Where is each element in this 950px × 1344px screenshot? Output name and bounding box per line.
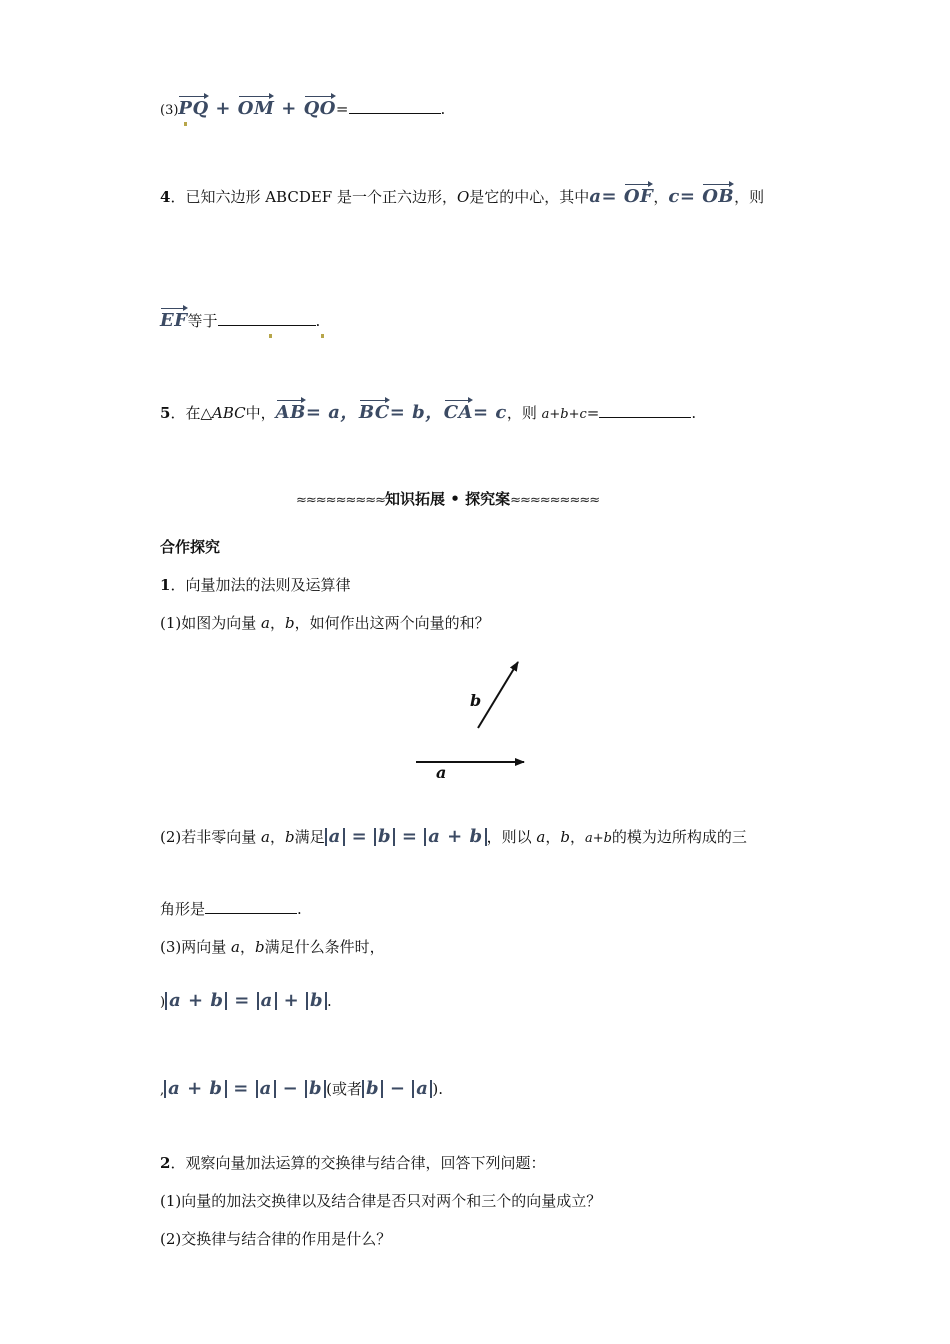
var-b: b bbox=[285, 828, 295, 846]
period: . bbox=[691, 404, 697, 422]
formula-sum-magnitudes bbox=[165, 990, 327, 1011]
formula-diff-magnitudes bbox=[164, 1078, 326, 1099]
center-o: O bbox=[456, 188, 470, 206]
item-2-question-2: (2)交换律与结合律的作用是什么？ bbox=[160, 1230, 392, 1248]
vector-ef-wrap bbox=[160, 310, 188, 331]
minus-sign: − bbox=[282, 1078, 299, 1099]
vector-ob: OB bbox=[702, 186, 735, 207]
period: . bbox=[297, 900, 302, 918]
var-a-plus-b: a+b bbox=[584, 831, 612, 846]
condition-formula-2 bbox=[160, 1078, 443, 1099]
item-1-question-2-line-2 bbox=[160, 898, 302, 919]
question-text: 满足 bbox=[294, 828, 325, 846]
var-a: a bbox=[261, 614, 270, 632]
closing-text: ). bbox=[432, 1080, 443, 1098]
var-a: a bbox=[589, 186, 602, 207]
minus-sign: − bbox=[389, 1078, 406, 1099]
item-2-number: 2 bbox=[160, 1154, 171, 1172]
question-5-line bbox=[160, 398, 696, 424]
item-1-heading bbox=[160, 574, 350, 595]
item-1-question-1 bbox=[160, 612, 490, 633]
question-text: 的模为边所构成的三 bbox=[611, 828, 747, 846]
question-4-line-1 bbox=[160, 184, 764, 207]
formula-a-of bbox=[589, 186, 653, 207]
question-text: 角形是 bbox=[160, 900, 206, 918]
question-5-text: ．在△ bbox=[170, 404, 212, 422]
var-b: b bbox=[255, 938, 265, 956]
var-a: a bbox=[536, 828, 546, 846]
magnitude-a-plus-b: a + b bbox=[424, 828, 486, 846]
vector-b-arrow bbox=[478, 662, 518, 728]
section-heading bbox=[296, 488, 599, 509]
separator: ， bbox=[269, 828, 285, 846]
var-c: c bbox=[668, 186, 680, 207]
magnitude-a-plus-b: a + b bbox=[164, 1080, 226, 1098]
decorative-waves-right: ≈≈≈≈≈≈≈≈≈ bbox=[510, 493, 600, 508]
question-text: (2)若非零向量 bbox=[160, 828, 262, 846]
magnitude-b: b bbox=[305, 1080, 326, 1098]
separator: ， bbox=[545, 828, 561, 846]
answer-blank[interactable] bbox=[599, 403, 691, 418]
question-4-text: ．已知六边形 ABCDEF 是一个正六边形， bbox=[170, 188, 457, 206]
vector-of: OF bbox=[623, 186, 654, 207]
magnitude-b: b bbox=[362, 1080, 383, 1098]
var-b: b bbox=[412, 402, 426, 423]
magnitude-b: b bbox=[306, 992, 327, 1010]
question-5-number: 5 bbox=[160, 404, 171, 422]
question-5-text: 中， bbox=[245, 404, 276, 422]
equals-sign: = bbox=[233, 1078, 249, 1099]
item-1-number: 1 bbox=[160, 576, 171, 594]
magnitude-a: a bbox=[325, 828, 345, 846]
annotation-mark bbox=[184, 122, 187, 126]
plus-sign: + bbox=[283, 990, 300, 1011]
equal-to-text: 等于 bbox=[187, 312, 218, 330]
vector-pq: PQ bbox=[178, 98, 209, 119]
separator: ， bbox=[340, 402, 359, 423]
then-text: ，则 bbox=[506, 404, 542, 422]
vector-qo: QO bbox=[303, 98, 336, 119]
section-title: 知识拓展 • 探究案 bbox=[385, 490, 511, 508]
separator: ， bbox=[653, 188, 669, 206]
question-4-number: 4 bbox=[160, 188, 171, 206]
formula-alt bbox=[362, 1078, 432, 1099]
question-text: 满足什么条件时， bbox=[264, 938, 385, 956]
magnitude-b: b bbox=[374, 828, 395, 846]
answer-blank[interactable] bbox=[349, 99, 441, 114]
vector-ab: AB bbox=[275, 402, 306, 423]
answer-blank[interactable] bbox=[218, 311, 316, 326]
vector-ca: CA bbox=[443, 402, 473, 423]
vector-a-label: a bbox=[436, 763, 447, 782]
period: . bbox=[327, 992, 332, 1010]
question-text: ，如何作出这两个向量的和？ bbox=[294, 614, 490, 632]
annotation-mark bbox=[269, 334, 272, 338]
triangle-abc: ABC bbox=[211, 404, 246, 422]
separator: ， bbox=[239, 938, 255, 956]
equals-sign: = bbox=[389, 402, 406, 423]
then-text: ，则 bbox=[734, 188, 765, 206]
vector-bc: BC bbox=[358, 402, 390, 423]
item-2-title: ．观察向量加法运算的交换律与结合律，回答下列问题： bbox=[170, 1154, 546, 1172]
var-c: c bbox=[495, 402, 507, 423]
question-4-text: 是它的中心，其中 bbox=[469, 188, 590, 206]
period: . bbox=[440, 100, 446, 118]
magnitude-a: a bbox=[412, 1080, 432, 1098]
question-text: (1)如图为向量 bbox=[160, 614, 262, 632]
item-1-title: ．向量加法的法则及运算律 bbox=[170, 576, 351, 594]
magnitude-a-plus-b: a + b bbox=[165, 992, 227, 1010]
var-a: a bbox=[328, 402, 341, 423]
magnitude-a: a bbox=[257, 992, 277, 1010]
equals-sign: = bbox=[234, 990, 250, 1011]
vector-figure bbox=[408, 654, 548, 784]
vector-om: OM bbox=[237, 98, 275, 119]
bullet-mark: , bbox=[160, 1083, 165, 1098]
equals-sign: = bbox=[601, 186, 618, 207]
formula-pq-om-qo bbox=[178, 98, 336, 119]
equals-sign: = bbox=[679, 186, 696, 207]
plus-sign: + bbox=[215, 98, 232, 119]
problem-3-label: (3) bbox=[160, 103, 179, 118]
alternative-text: (或者 bbox=[326, 1080, 362, 1098]
vector-ef: EF bbox=[160, 310, 188, 331]
question-text: ，则以 bbox=[486, 828, 537, 846]
equals-sign: = bbox=[305, 402, 322, 423]
var-a: a bbox=[261, 828, 270, 846]
separator: ， bbox=[425, 402, 444, 423]
decorative-waves-left: ≈≈≈≈≈≈≈≈≈ bbox=[296, 493, 386, 508]
equals-sign: = bbox=[335, 100, 349, 118]
equals-sign: = bbox=[586, 404, 600, 422]
item-2-heading bbox=[160, 1152, 545, 1173]
separator: ， bbox=[569, 828, 585, 846]
cooperative-inquiry-title: 合作探究 bbox=[160, 538, 221, 556]
var-b: b bbox=[285, 614, 295, 632]
separator: ， bbox=[269, 614, 285, 632]
magnitude-a: a bbox=[256, 1080, 276, 1098]
var-b: b bbox=[560, 828, 570, 846]
item-1-question-2-line-1 bbox=[160, 826, 747, 847]
item-2-question-1: (1)向量的加法交换律以及结合律是否只对两个和三个的向量成立？ bbox=[160, 1192, 602, 1210]
question-text: (3)两向量 bbox=[160, 938, 232, 956]
item-1-question-3 bbox=[160, 936, 385, 957]
bullet-mark: ) bbox=[160, 995, 166, 1010]
period: . bbox=[315, 312, 321, 330]
question-4-line-2 bbox=[160, 308, 320, 331]
var-a: a bbox=[231, 938, 240, 956]
condition-formula-1 bbox=[160, 990, 332, 1011]
vector-b-label: b bbox=[470, 691, 482, 710]
annotation-mark bbox=[321, 334, 324, 338]
equals-sign: = bbox=[473, 402, 489, 423]
equals-sign: = bbox=[351, 826, 368, 847]
plus-sign: + bbox=[281, 98, 297, 119]
equals-sign: = bbox=[401, 826, 418, 847]
formula-ab-a bbox=[276, 402, 507, 423]
formula-equal-magnitudes bbox=[325, 826, 487, 847]
problem-3-line bbox=[160, 96, 445, 119]
answer-blank[interactable] bbox=[205, 899, 297, 914]
sum-abc: a+b+c bbox=[541, 407, 587, 422]
formula-c-ob bbox=[668, 186, 734, 207]
